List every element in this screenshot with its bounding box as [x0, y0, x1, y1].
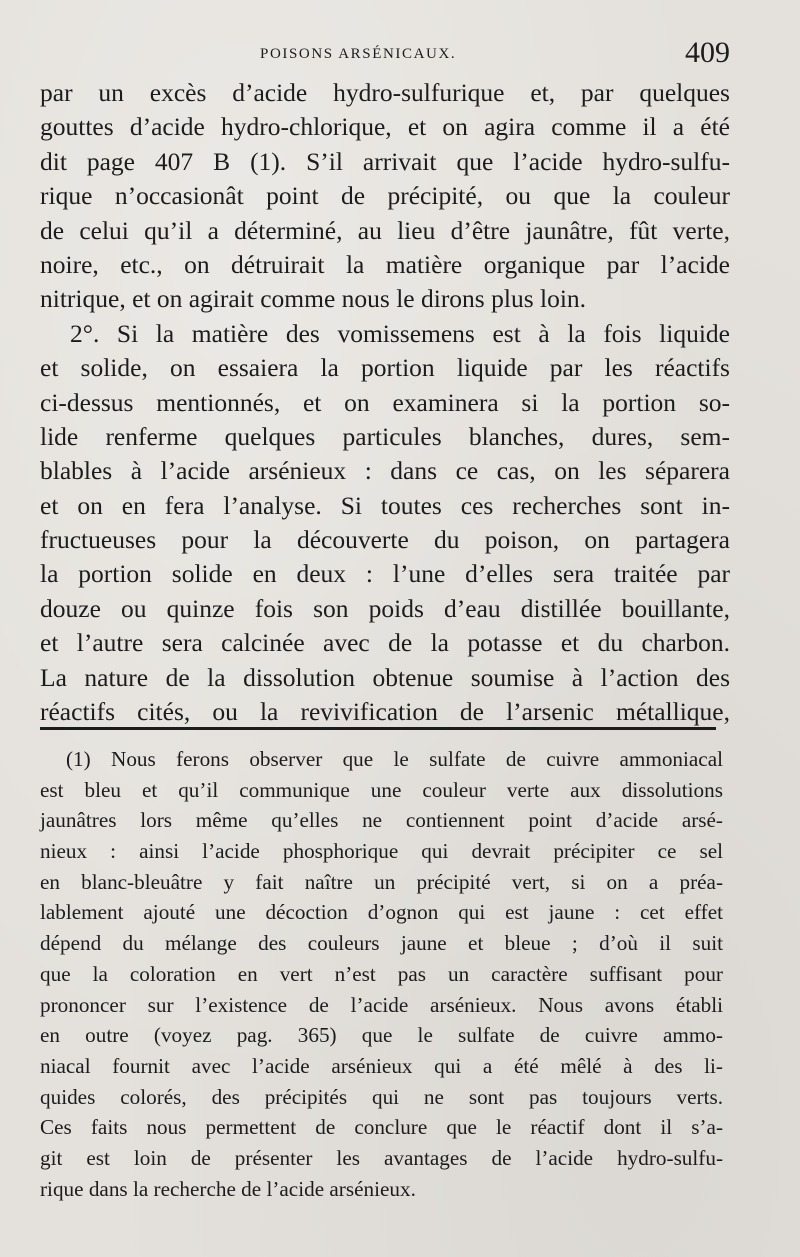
body-line: et l’autre sera calcinée avec de la potasse et du charbon.: [40, 628, 730, 658]
page-header: [40, 36, 730, 76]
footnote-divider: [40, 727, 716, 730]
body-line: blables à l’acide arsénieux : dans ce cas, on les séparera: [40, 456, 730, 486]
body-line: nitrique, et on agirait comme nous le dirons plus loin.: [40, 284, 587, 314]
footnote-line: rique dans la recherche de l’acide arsénieux.: [40, 1176, 416, 1201]
footnote-line: niacal fournit avec l’acide arsénieux qui a été mêlé à des li-: [40, 1053, 723, 1078]
body-line: La nature de la dissolution obtenue soumise à l’action des: [40, 662, 730, 692]
body-line: 2°. Si la matière des vomissemens est à la fois liquide: [70, 318, 730, 348]
body-line: par un excès d’acide hydro-sulfurique et, par quelques: [40, 78, 730, 107]
footnote-line: quides colorés, des précipités qui ne sont pas toujours verts.: [40, 1084, 723, 1109]
footnote-line: dépend du mélange des couleurs jaune et bleue ; d’où il suit: [40, 931, 723, 956]
body-text: [40, 76, 730, 729]
body-line: gouttes d’acide hydro-chlorique, et on agira comme il a été: [40, 112, 730, 142]
footnote-line: en outre (voyez pag. 365) que le sulfate de cuivre ammo-: [40, 1023, 723, 1048]
footnote-line: que la coloration en vert n’est pas un caractère suffisant pour: [40, 961, 723, 986]
footnote-line: Ces faits nous permettent de conclure que le réactif dont il s’a-: [40, 1115, 723, 1140]
footnote: [40, 744, 723, 1204]
body-line: et on en fera l’analyse. Si toutes ces recherches sont in-: [40, 490, 730, 520]
body-line: douze ou quinze fois son poids d’eau distillée bouillante,: [40, 593, 730, 623]
body-line: noire, etc., on détruirait la matière organique par l’acide: [40, 249, 730, 279]
footnote-line: jaunâtres lors même qu’elles ne contiennent point d’acide arsé-: [40, 808, 723, 833]
footnote-line: lablement ajouté une décoction d’ognon qui est jaune : cet effet: [40, 900, 723, 925]
body-line: lide renferme quelques particules blanches, dures, sem-: [40, 421, 730, 451]
body-line: dit page 407 B (1). S’il arrivait que l’acide hydro-sulfu-: [40, 146, 730, 176]
footnote-line: en blanc-bleuâtre y fait naître un précipité vert, si on a préa-: [40, 869, 723, 894]
page-number: 409: [685, 36, 730, 69]
body-line: fructueuses pour la découverte du poison, on partagera: [40, 525, 730, 555]
body-line: et solide, on essaiera la portion liquide par les réactifs: [40, 353, 730, 383]
footnote-line: git est loin de présenter les avantages de l’acide hydro-sulfu-: [40, 1145, 723, 1170]
footnote-line: (1) Nous ferons observer que le sulfate de cuivre ammoniacal: [66, 747, 723, 771]
body-line: la portion solide en deux : l’une d’elles sera traitée par: [40, 559, 730, 589]
body-line: ci-dessus mentionnés, et on examinera si la portion so-: [40, 387, 730, 417]
body-line: réactifs cités, ou la revivification de l’arsenic métallique,: [40, 697, 730, 727]
body-line: rique n’occasionât point de précipité, ou que la couleur: [40, 181, 730, 211]
footnote-line: est bleu et qu’il communique une couleur verte aux dissolutions: [40, 777, 723, 802]
footnote-line: nieux : ainsi l’acide phosphorique qui devrait précipiter ce sel: [40, 839, 723, 864]
running-head: POISONS ARSÉNICAUX.: [260, 46, 457, 62]
footnote-line: prononcer sur l’existence de l’acide arsénieux. Nous avons établi: [40, 992, 723, 1017]
body-line: de celui qu’il a déterminé, au lieu d’être jaunâtre, fût verte,: [40, 215, 730, 245]
